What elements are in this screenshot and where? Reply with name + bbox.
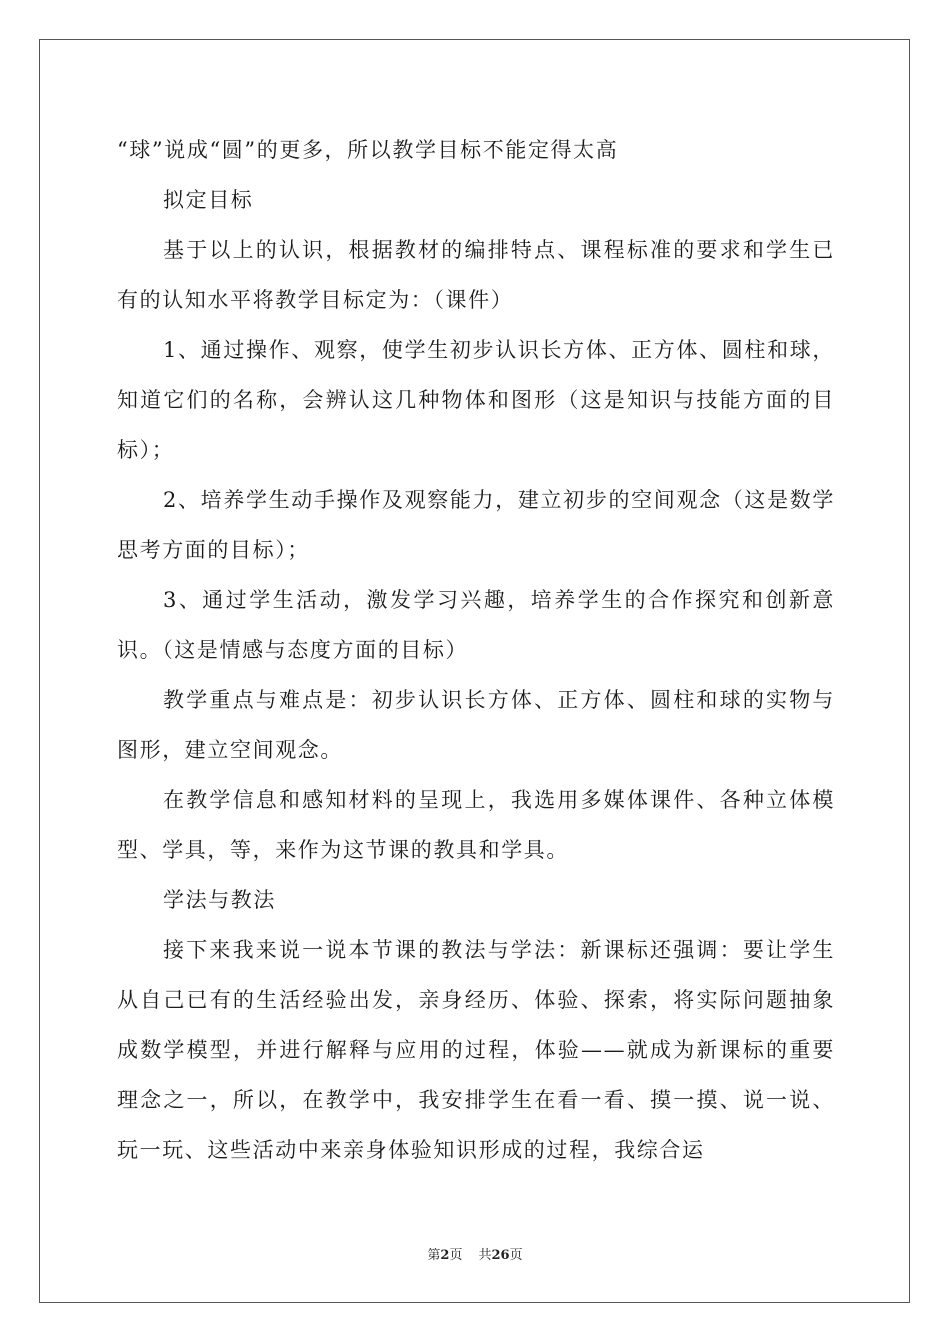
page-suffix: 页 bbox=[449, 1248, 463, 1263]
total-suffix: 页 bbox=[509, 1248, 523, 1263]
section-heading: 拟定目标 bbox=[163, 188, 254, 212]
paragraph: “球”说成“圆”的更多，所以教学目标不能定得太高 bbox=[117, 138, 619, 162]
total-prefix: 共 bbox=[478, 1248, 492, 1263]
paragraph: 教学重点与难点是：初步认识长方体、正方体、圆柱和球的实物与图形，建立空间观念。 bbox=[117, 688, 835, 762]
document-body bbox=[117, 125, 835, 1175]
paragraph: 基于以上的认识，根据教材的编排特点、课程标准的要求和学生已有的认知水平将教学目标定为：（课件） bbox=[117, 238, 835, 312]
page-number: 2 bbox=[440, 1248, 450, 1263]
paragraph: 接下来我来说一说本节课的教法与学法：新课标还强调：要让学生从自己已有的生活经验出发，亲身经历、体验、探索，将实际问题抽象成数学模型，并进行解释与应用的过程，体验——就成为新课标的重要理念之一，所以，在教学中，我安排学生在看一看、摸一摸、说一说、玩一玩、这些活动中来亲身体验知识形成的过程，我综合运 bbox=[117, 938, 835, 1162]
paragraph: 3、通过学生活动，激发学习兴趣，培养学生的合作探究和创新意识。（这是情感与态度方面的目标） bbox=[117, 588, 835, 662]
total-pages: 26 bbox=[491, 1248, 510, 1263]
paragraph: 在教学信息和感知材料的呈现上，我选用多媒体课件、各种立体模型、学具，等，来作为这节课的教具和学具。 bbox=[117, 788, 835, 862]
section-heading: 学法与教法 bbox=[163, 888, 276, 912]
page-prefix: 第 bbox=[427, 1248, 441, 1263]
page-footer bbox=[0, 1244, 950, 1263]
paragraph: 1、通过操作、观察，使学生初步认识长方体、正方体、圆柱和球，知道它们的名称，会辨认这几种物体和图形（这是知识与技能方面的目标）； bbox=[117, 338, 835, 462]
paragraph: 2、培养学生动手操作及观察能力，建立初步的空间观念（这是数学思考方面的目标）； bbox=[117, 488, 835, 562]
